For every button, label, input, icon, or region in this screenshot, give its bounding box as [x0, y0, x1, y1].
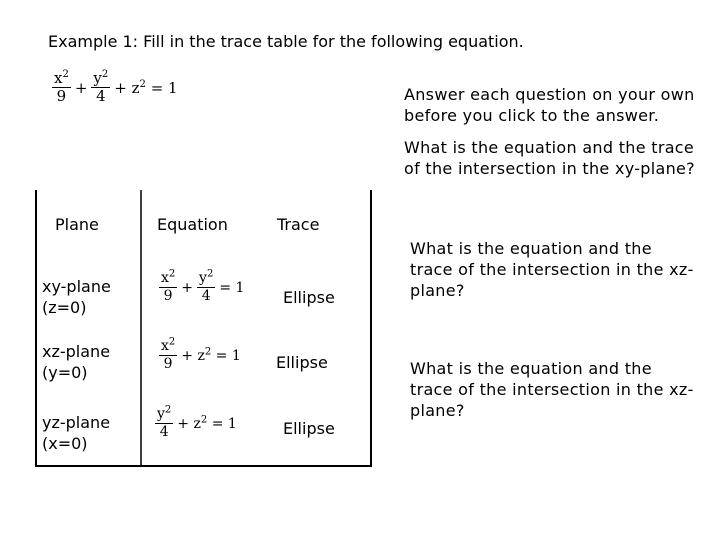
- instruction-note: Answer each question on your own before you click to the answer.: [404, 85, 695, 125]
- row-yz-plane-equation: $\frac{y^2}{4}$ + $z^2 = 1$: [157, 404, 237, 440]
- row-xy-plane-equation: $\frac{x^2}{9}$ + $\frac{y^2}{4}$ = 1: [161, 268, 245, 304]
- trace-table: [35, 190, 372, 467]
- main-equation: $\frac{x^2}{9}$ + $\frac{y^2}{4}$ + $z^2 = 1$: [54, 69, 178, 105]
- row-yz-plane-label: yz-plane (x=0): [42, 413, 111, 453]
- fraction-y2-over-4: $\frac{y^2}{4}$: [93, 69, 109, 105]
- question-xz-plane: What is the equation and the trace of the intersection in the xz-plane?: [410, 239, 694, 300]
- row-xy-plane-trace: Ellipse: [283, 288, 335, 307]
- row-yz-plane-trace: Ellipse: [283, 419, 335, 438]
- header-equation: Equation: [157, 215, 228, 234]
- row-xz-plane-trace: Ellipse: [276, 353, 328, 372]
- header-trace: Trace: [277, 215, 320, 234]
- row-xz-plane-equation: $\frac{x^2}{9}$ + $z^2 = 1$: [161, 336, 241, 372]
- question-xy-plane: What is the equation and the trace of the intersection in the xy-plane?: [404, 138, 695, 178]
- row-xy-plane-label: xy-plane (z=0): [42, 277, 111, 317]
- row-xz-plane-label: xz-plane (y=0): [42, 342, 111, 382]
- page-title: Example 1: Fill in the trace table for the following equation.: [48, 32, 524, 51]
- question-xz-plane-2: What is the equation and the trace of the intersection in the xz-plane?: [410, 359, 694, 420]
- fraction-x2-over-9: $\frac{x^2}{9}$: [54, 69, 69, 105]
- header-plane: Plane: [55, 215, 99, 234]
